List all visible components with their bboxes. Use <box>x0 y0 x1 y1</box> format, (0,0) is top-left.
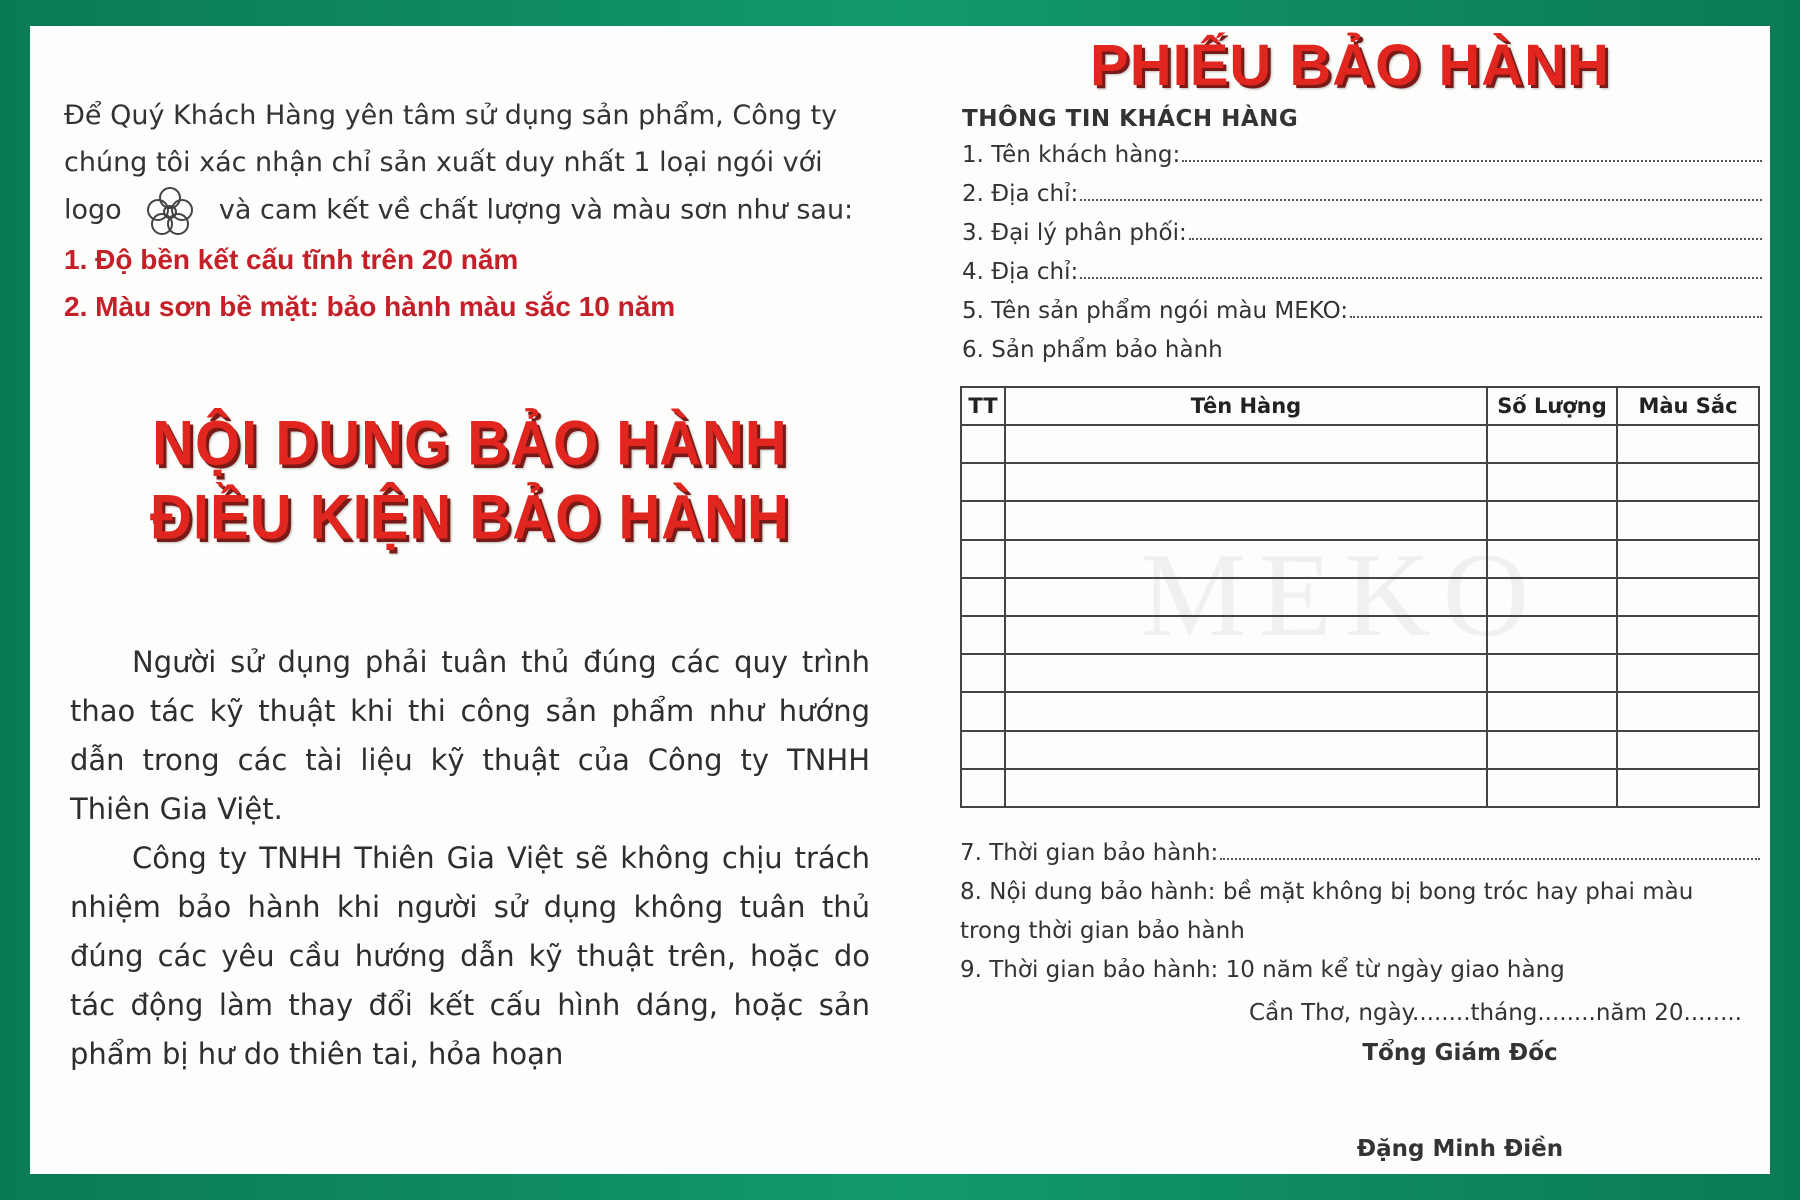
table-row <box>961 731 1759 769</box>
table-cell[interactable] <box>1617 769 1759 807</box>
table-row <box>961 654 1759 692</box>
table-cell[interactable] <box>1005 501 1487 539</box>
warranty-sheet <box>30 26 1770 1174</box>
fill-line <box>1189 220 1762 240</box>
table-cell[interactable] <box>1617 654 1759 692</box>
fill-line <box>1080 259 1762 279</box>
table-cell[interactable] <box>1005 578 1487 616</box>
warranty-content-line-1: 8. Nội dung bảo hành: bề mặt không bị bong tróc hay phai màu <box>960 879 1694 905</box>
table-cell[interactable] <box>961 692 1005 730</box>
conditions-text <box>70 638 870 1079</box>
table-cell[interactable] <box>1617 540 1759 578</box>
table-cell[interactable] <box>1005 654 1487 692</box>
field-warranty-period[interactable] <box>960 834 1760 873</box>
field-label: 3. Đại lý phân phối: <box>962 220 1187 246</box>
warranty-duration: 9. Thời gian bảo hành: 10 năm kể từ ngày giao hàng <box>960 957 1565 983</box>
fill-line <box>1182 142 1762 162</box>
warranty-content-line-2: trong thời gian bảo hành <box>960 918 1245 944</box>
table-cell[interactable] <box>961 501 1005 539</box>
table-cell[interactable] <box>1487 425 1617 463</box>
customer-fields <box>962 142 1762 376</box>
field-label: 4. Địa chỉ: <box>962 259 1079 285</box>
col-header-quantity: Số Lượng <box>1487 387 1617 425</box>
table-cell[interactable] <box>961 616 1005 654</box>
table-cell[interactable] <box>961 578 1005 616</box>
table-header-row <box>961 387 1759 425</box>
table-row <box>961 578 1759 616</box>
fill-line <box>1220 840 1760 860</box>
meko-watermark: MEKO <box>1140 528 1542 661</box>
col-header-product: Tên Hàng <box>1005 387 1487 425</box>
table-row <box>961 463 1759 501</box>
table-cell[interactable] <box>1487 463 1617 501</box>
signer-name: Đặng Minh Điền <box>1356 1136 1564 1162</box>
col-header-index: TT <box>961 387 1005 425</box>
field-distributor[interactable] <box>962 220 1762 259</box>
table-cell[interactable] <box>1487 540 1617 578</box>
table-cell[interactable] <box>961 769 1005 807</box>
field-label: 5. Tên sản phẩm ngói màu MEKO: <box>962 298 1349 324</box>
table-cell[interactable] <box>1005 616 1487 654</box>
intro-logo-word: logo <box>64 194 122 226</box>
commitment-2: 2. Màu sơn bề mặt: bảo hành màu sắc 10 năm <box>64 291 676 322</box>
table-cell[interactable] <box>1487 769 1617 807</box>
table-cell[interactable] <box>1487 654 1617 692</box>
table-cell[interactable] <box>1005 540 1487 578</box>
fill-line <box>1080 181 1762 201</box>
table-cell[interactable] <box>1617 692 1759 730</box>
table-cell[interactable] <box>961 540 1005 578</box>
table-cell[interactable] <box>1487 578 1617 616</box>
field-label: 1. Tên khách hàng: <box>962 142 1181 168</box>
date-line[interactable]: Cần Thơ, ngày........tháng........năm 20........ <box>1249 1000 1742 1026</box>
field-product-name[interactable] <box>962 298 1762 337</box>
table-row <box>961 540 1759 578</box>
table-cell[interactable] <box>1617 463 1759 501</box>
flower-logo-icon <box>140 186 200 236</box>
table-cell[interactable] <box>961 425 1005 463</box>
table-cell[interactable] <box>961 654 1005 692</box>
field-label: 7. Thời gian bảo hành: <box>960 840 1219 866</box>
intro-line-1: Để Quý Khách Hàng yên tâm sử dụng sản phẩm, Công ty <box>64 100 838 131</box>
warranty-card-title: PHIẾU BẢO HÀNH <box>1090 33 1610 98</box>
table-row <box>961 769 1759 807</box>
warranty-products-table <box>960 386 1760 808</box>
table-row <box>961 692 1759 730</box>
table-cell[interactable] <box>1005 731 1487 769</box>
col-header-color: Màu Sắc <box>1617 387 1759 425</box>
table-cell[interactable] <box>1617 501 1759 539</box>
table-cell[interactable] <box>1005 425 1487 463</box>
intro-line-3-rest: và cam kết về chất lượng và màu sơn như sau: <box>218 194 854 226</box>
heading-warranty-content: NỘI DUNG BẢO HÀNH <box>152 408 788 479</box>
table-cell[interactable] <box>1005 463 1487 501</box>
intro-line-3 <box>64 186 894 236</box>
table-cell[interactable] <box>1487 731 1617 769</box>
field-customer-name[interactable] <box>962 142 1762 181</box>
table-row <box>961 425 1759 463</box>
table-cell[interactable] <box>1487 501 1617 539</box>
signer-title: Tổng Giám Đốc <box>1362 1040 1558 1066</box>
conditions-paragraph-2: Công ty TNHH Thiên Gia Việt sẽ không chịu trách nhiệm bảo hành khi người sử dụng không tuân thủ đúng các yêu cầu hướng dẫn kỹ thuật trên, hoặc do tác động làm thay đổi kết cấu hình dáng, hoặc sản phẩm bị hư do thiên tai, hỏa hoạn <box>70 841 870 1071</box>
warranty-notes <box>960 834 1760 990</box>
conditions-paragraph-1: Người sử dụng phải tuân thủ đúng các quy trình thao tác kỹ thuật khi thi công sản phẩm như hướng dẫn trong các tài liệu kỹ thuật của Công ty TNHH Thiên Gia Việt. <box>70 645 870 826</box>
table-cell[interactable] <box>961 463 1005 501</box>
table-cell[interactable] <box>961 731 1005 769</box>
heading-warranty-conditions: ĐIỀU KIỆN BẢO HÀNH <box>150 482 790 553</box>
field-address[interactable] <box>962 181 1762 220</box>
table-cell[interactable] <box>1617 425 1759 463</box>
table-cell[interactable] <box>1617 731 1759 769</box>
commitment-1: 1. Độ bền kết cấu tĩnh trên 20 năm <box>64 244 519 275</box>
table-row <box>961 616 1759 654</box>
fill-line <box>1350 298 1762 318</box>
left-page <box>30 26 910 1174</box>
table-cell[interactable] <box>1487 616 1617 654</box>
field-label: 2. Địa chỉ: <box>962 181 1079 207</box>
table-row <box>961 501 1759 539</box>
field-warranty-products <box>962 337 1762 376</box>
field-distributor-address[interactable] <box>962 259 1762 298</box>
customer-info-heading: THÔNG TIN KHÁCH HÀNG <box>962 106 1299 132</box>
table-cell[interactable] <box>1005 769 1487 807</box>
field-label: 6. Sản phẩm bảo hành <box>962 337 1223 363</box>
table-cell[interactable] <box>1487 692 1617 730</box>
intro-line-2: chúng tôi xác nhận chỉ sản xuất duy nhất 1 loại ngói với <box>64 147 823 178</box>
table-cell[interactable] <box>1005 692 1487 730</box>
right-page <box>930 26 1770 1174</box>
table-cell[interactable] <box>1617 616 1759 654</box>
intro-text <box>64 92 894 330</box>
table-cell[interactable] <box>1617 578 1759 616</box>
table-body <box>961 425 1759 807</box>
